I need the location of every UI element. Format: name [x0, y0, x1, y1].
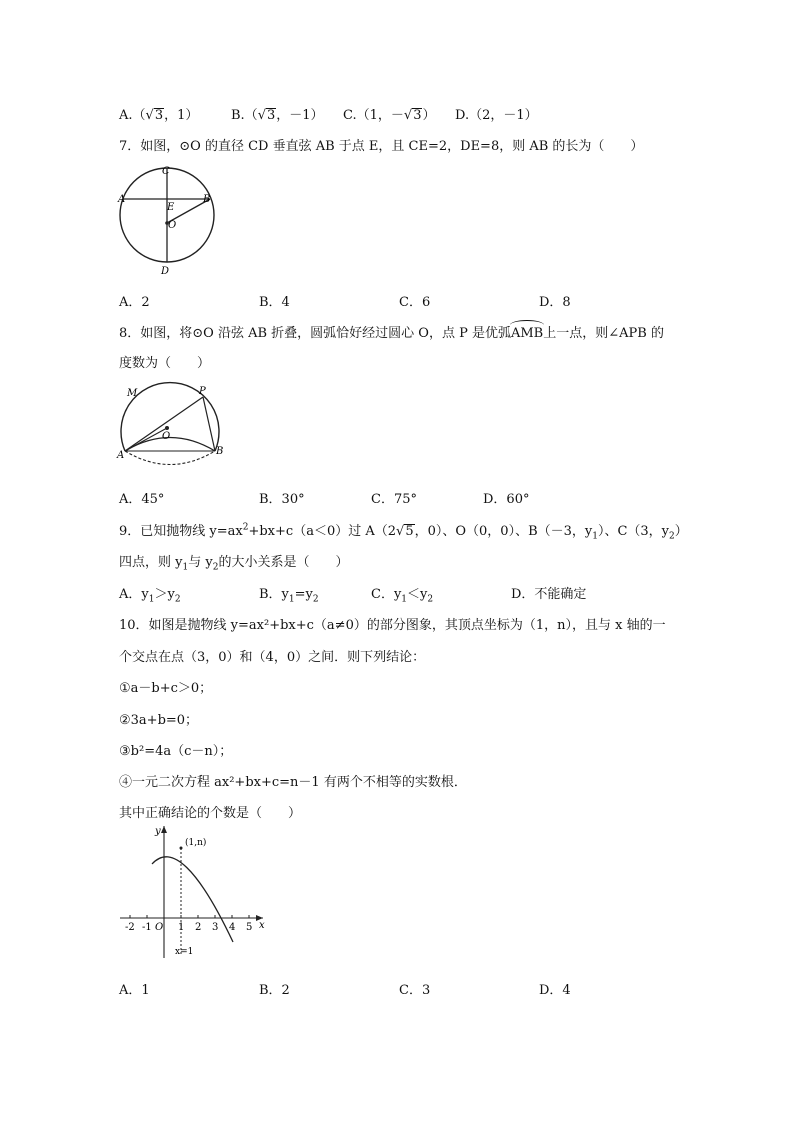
- q7-option-b: B．4: [259, 295, 290, 310]
- q7-label-b: B: [203, 194, 211, 205]
- q8-arc-amb: AMB: [510, 326, 544, 341]
- q7-label-e: E: [167, 202, 175, 213]
- q9-option-d: D．不能确定: [511, 587, 587, 602]
- q8-stem-line1: 8．如图，将⊙O 沿弦 AB 折叠，圆弧恰好经过圆心 O，点 P 是优弧AMB上一点，则∠APB 的: [119, 326, 664, 341]
- q8-option-c: C．75°: [371, 492, 417, 507]
- q9-option-c: C．$y_1<y_2$: [371, 587, 434, 605]
- q10-origin-label: O: [155, 922, 164, 933]
- q8-option-a: A．45°: [119, 492, 165, 507]
- q8-option-d: D．60°: [483, 492, 530, 507]
- q10-option-a: A．1: [119, 983, 150, 998]
- q10-tick-label: 4: [229, 922, 236, 933]
- q7-option-c: C．6: [399, 295, 431, 310]
- q10-tick-label: 1: [178, 922, 185, 933]
- q7-label-o: O: [168, 220, 177, 231]
- q6-option-b: B.（√3，－1）: [231, 108, 324, 123]
- q10-stem-line2: 个交点在点（3，0）和（4，0）之间．则下列结论：: [119, 650, 426, 665]
- q10-conclusion-2: ②3a+b=0；: [119, 713, 199, 728]
- q6-option-d: D.（2，－1）: [455, 108, 538, 123]
- q6-option-a: A.（√3，1）: [119, 108, 199, 123]
- q7-stem: 7．如图，⊙O 的直径 CD 垂直弦 AB 于点 E，且 CE=2，DE=8，则 AB 的长为（ ）: [119, 139, 644, 154]
- q7-label-a: A: [118, 194, 126, 205]
- q7-option-a: A．2: [119, 295, 150, 310]
- q10-conclusion-1: ①a－b+c＞0；: [119, 681, 213, 696]
- q10-tick-label: -2: [125, 922, 135, 933]
- q9-stem-line2: 四点，则 $y_1$与 $y_2$的大小关系是（ ）: [119, 555, 349, 573]
- q8-stem-line2: 度数为（ ）: [119, 356, 211, 371]
- q10-tick-label: 5: [246, 922, 253, 933]
- q10-conclusion-4: ④一元二次方程 ax²+bx+c=n－1 有两个不相等的实数根．: [119, 775, 467, 790]
- q10-option-d: D．4: [539, 983, 571, 998]
- q10-vertex-label: (1,n): [185, 838, 207, 848]
- q8-option-b: B．30°: [259, 492, 305, 507]
- q8-label-o: O: [162, 431, 171, 442]
- q10-axis-of-symmetry-label: x=1: [175, 947, 194, 957]
- q10-conclusion-3: ③b²=4a（c－n）；: [119, 744, 233, 759]
- q10-x-axis-label: x: [259, 920, 265, 931]
- q10-tick-label: 3: [212, 922, 219, 933]
- q10-option-c: C．3: [399, 983, 431, 998]
- q9-option-b: B．$y_1=y_2$: [259, 587, 319, 605]
- q8-fold-figure: [115, 380, 227, 476]
- q7-label-d: D: [161, 266, 170, 277]
- q10-question: 其中正确结论的个数是（ ）: [119, 806, 302, 821]
- q10-y-axis-label: y: [155, 826, 161, 837]
- q8-label-m: M: [127, 388, 138, 399]
- q9-option-a: A．$y_1>y_2$: [119, 587, 181, 605]
- q7-label-c: C: [162, 166, 170, 177]
- q10-option-b: B．2: [259, 983, 290, 998]
- q10-tick-label: 2: [195, 922, 202, 933]
- q8-label-b: B: [216, 446, 224, 457]
- q8-label-a: A: [117, 450, 125, 461]
- q6-option-c: C.（1，－√3）: [343, 108, 436, 123]
- q9-stem-line1: 9．已知抛物线 $y=ax^2+bx+c(a<0)$过 A（2√5，0）、O（0，0）、B（－3，$y_1$）、C（3，$y_2$）: [119, 522, 688, 542]
- q7-circle-figure: [115, 160, 215, 278]
- q10-stem-line1: 10．如图是抛物线 y=ax²+bx+c（a≠0）的部分图象，其顶点坐标为（1，n），且与 x 轴的一: [119, 618, 666, 633]
- q8-label-p: P: [199, 386, 206, 397]
- q10-tick-label: -1: [142, 922, 152, 933]
- q7-option-d: D．8: [539, 295, 571, 310]
- q10-parabola-figure: [115, 822, 271, 962]
